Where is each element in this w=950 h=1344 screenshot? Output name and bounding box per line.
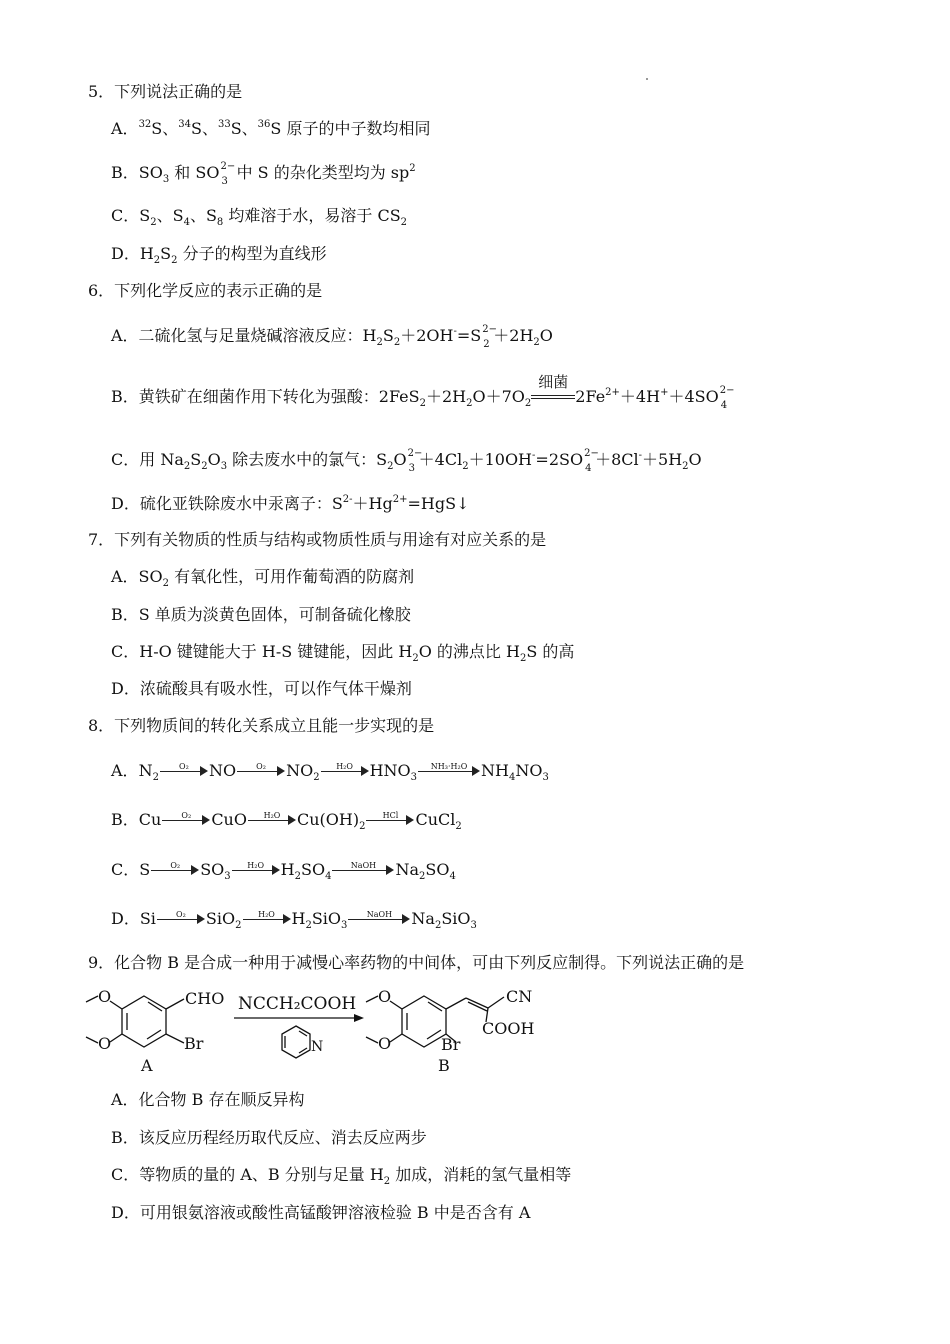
- q6-option-a: A．二硫化氢与足量烧碱溶液反应：$H_2S_2+2OH^-=S$ 2− 2 $+2H_2O$: [111, 324, 553, 350]
- reaction-scheme: [84, 982, 554, 1078]
- reaction-arrow: H₂O: [248, 810, 296, 830]
- o-atom-b2: O: [378, 1034, 392, 1053]
- reaction-arrow: H₂O: [243, 909, 291, 929]
- q8-option-a: A．$N_2$ O₂ NO O₂ $NO_2$ H₂O $HNO_3$ NH₃·H₂O $NH_4NO_3$: [111, 761, 549, 783]
- reaction-arrow-head: [354, 1014, 364, 1022]
- q7-option-c: C．H-O 键键能大于 H-S 键键能，因此 $H_2O$ 的沸点比 $H_2S$ 的高: [111, 642, 575, 664]
- q8-option-b: B．Cu O₂ CuO H₂O $Cu(OH)_2$ HCl CuCl$_2$: [111, 810, 462, 832]
- equals-with-condition: 细菌: [531, 387, 575, 407]
- reaction-arrow: O₂: [162, 810, 210, 830]
- q7-option-a: A．$SO_2$ 有氧化性，可用作葡萄酒的防腐剂: [111, 567, 415, 589]
- label-a: A: [141, 1056, 153, 1075]
- br-substituent-a: Br: [184, 1034, 204, 1053]
- q5-option-a: A．$^{32}$S、$^{34}$S、$^{33}$S、$^{36}$S 原子的中子数均相同: [111, 119, 431, 138]
- q5-option-c: C．$S_2$、$S_4$、$S_8$ 均难溶于水，易溶于 $CS_2$: [111, 206, 408, 228]
- cooh-group: COOH: [482, 1019, 535, 1038]
- q5-option-d: D．$H_2S_2$ 分子的构型为直线形: [111, 244, 327, 266]
- cho-group: CHO: [185, 989, 225, 1008]
- q9-stem: 9．化合物 B 是合成一种用于减慢心率药物的中间体，可由下列反应制得。下列说法正确的是: [88, 953, 745, 972]
- pyridine-structure: [282, 1026, 310, 1058]
- reaction-arrow: HCl: [366, 810, 414, 830]
- q7-stem: 7．下列有关物质的性质与结构或物质性质与用途有对应关系的是: [88, 530, 547, 549]
- reaction-arrow: O₂: [160, 761, 208, 781]
- q8-option-c: C．S O₂ $SO_3$ H₂O $H_2SO_4$ NaOH $Na_2SO_4$: [111, 860, 456, 882]
- reaction-arrow: O₂: [237, 761, 285, 781]
- scan-dot: [646, 78, 648, 80]
- reaction-arrow: H₂O: [321, 761, 369, 781]
- o-atom-a2: O: [98, 1034, 112, 1053]
- cn-group: CN: [506, 987, 533, 1006]
- o-atom-b1: O: [378, 987, 392, 1006]
- reaction-arrow: NH₃·H₂O: [418, 761, 480, 781]
- q9-option-a: A．化合物 B 存在顺反异构: [111, 1090, 305, 1109]
- q7-option-b: B．S 单质为淡黄色固体，可制备硫化橡胶: [111, 605, 411, 624]
- q5-stem: 5．下列说法正确的是: [88, 82, 243, 101]
- reaction-arrow: NaOH: [348, 909, 410, 929]
- reaction-arrow: O₂: [151, 860, 199, 880]
- br-substituent-b: Br: [441, 1035, 461, 1054]
- q7-option-d: D．浓硫酸具有吸水性，可以作气体干燥剂: [111, 679, 412, 698]
- label-b: B: [438, 1056, 450, 1075]
- pyridine-n: N: [311, 1039, 324, 1055]
- q8-stem: 8．下列物质间的转化关系成立且能一步实现的是: [88, 716, 435, 735]
- q5-option-b: B．$SO_3$ 和 SO 2− 3 中 S 的杂化类型均为 $sp^2$: [111, 161, 416, 187]
- q9-option-b: B．该反应历程经历取代反应、消去反应两步: [111, 1128, 427, 1147]
- q6-option-d: D．硫化亚铁除废水中汞离子：$S^{2-}+Hg^{2+}=HgS↓$: [111, 494, 470, 513]
- o-atom-a1: O: [98, 987, 112, 1006]
- q6-option-b: B．黄铁矿在细菌作用下转化为强酸：$2FeS_2+2H_2O+7O_2$ 细菌 $2Fe^{2+}+4H^++4SO$ 2− 4: [111, 373, 735, 411]
- q6-option-c: C．用 $Na_2S_2O_3$ 除去废水中的氯气：$S_2O$ 2− 3 $+4Cl_2+10OH^-=2SO$ 2− 4 $+8Cl^-+5H_2O$: [111, 448, 702, 474]
- reagent-label: NCCH₂COOH: [238, 994, 357, 1014]
- q9-option-c: C．等物质的量的 A、B 分别与足量 $H_2$ 加成，消耗的氢气量相等: [111, 1165, 572, 1187]
- q8-option-d: D．Si O₂ SiO$_2$ H₂O $H_2SiO_3$ NaOH $Na_2SiO_3$: [111, 909, 477, 931]
- reaction-arrow: NaOH: [332, 860, 394, 880]
- reaction-arrow: H₂O: [232, 860, 280, 880]
- q6-stem: 6．下列化学反应的表示正确的是: [88, 281, 323, 300]
- q9-option-d: D．可用银氨溶液或酸性高锰酸钾溶液检验 B 中是否含有 A: [111, 1203, 531, 1222]
- reaction-arrow: O₂: [157, 909, 205, 929]
